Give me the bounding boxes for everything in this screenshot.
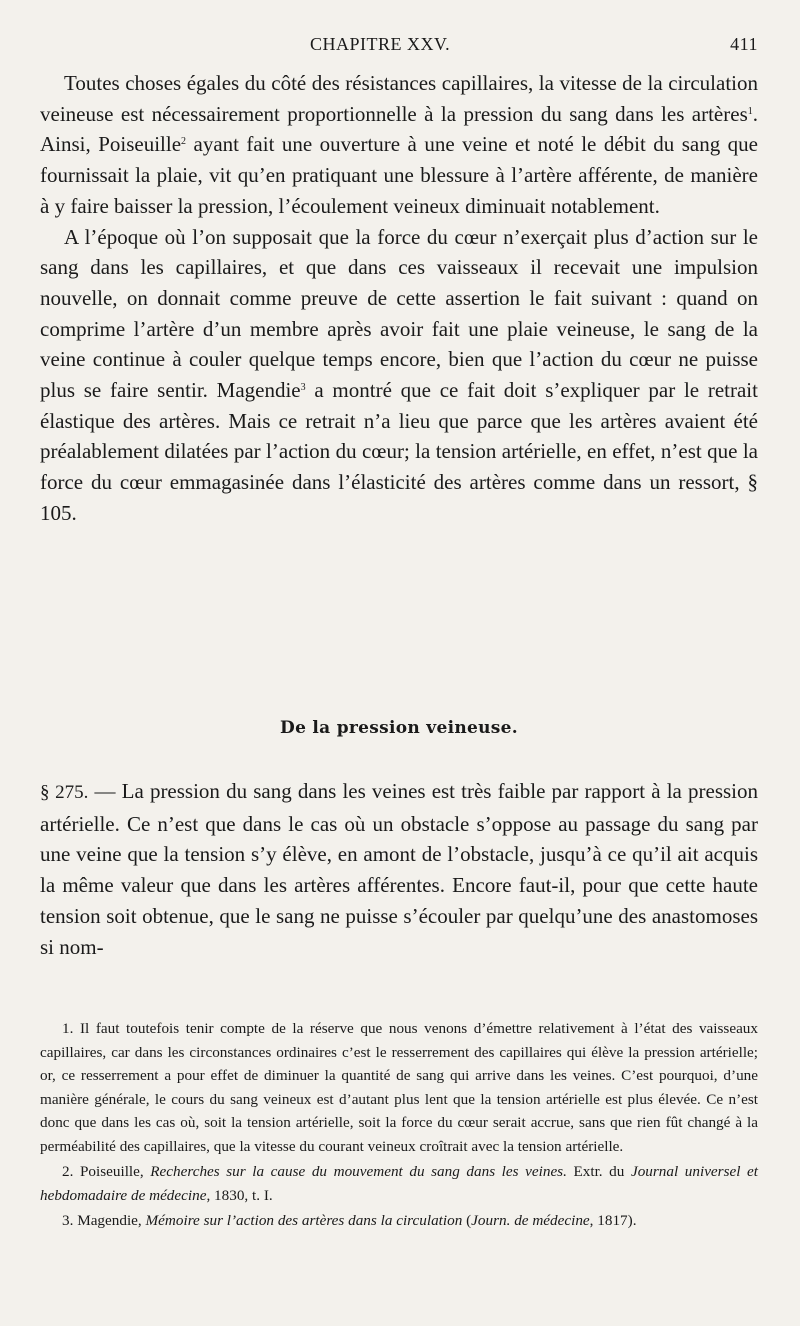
footnote-ref-1: 1 bbox=[747, 105, 753, 117]
running-header bbox=[40, 34, 758, 60]
footnote-3: 3. Magendie, Mémoire sur l’action des artères dans la circulation (Journ. de médecine, 1817). bbox=[62, 1212, 637, 1229]
paragraph-2: A l’époque où l’on supposait que la force du cœur n’exerçait plus d’action sur le sang dans les capillaires, et que dans ces vaisseaux il recevait une impulsion nouvelle, on donnait comme preuve de cette assertion le fait suivant : quand on comprime l’artère d’un membre après avoir fait une plaie veineuse, le sang de la veine continue à couler quelque temps encore, bien que l’action du cœur ne puisse plus se faire sentir. Magendie$^3$ a montré que ce fait doit s’expliquer par le retrait élastique des artères. Mais ce retrait n’a lieu que parce que les artères avaient été préalablement dilatées par l’action du cœur; la tension artérielle, en effet, n’est que la force du cœur emmagasinée dans l’élasticité des artères comme dans un ressort, § 105. bbox=[40, 224, 758, 525]
footnotes bbox=[40, 1017, 758, 1233]
footnote-2-title: Recherches sur la cause du mouvement du sang dans les veines. bbox=[150, 1163, 567, 1180]
footnote-3-journal: Journ. de médecine bbox=[471, 1212, 590, 1229]
body-text bbox=[40, 68, 758, 529]
footnote-1: 1. Il faut toutefois tenir compte de la réserve que nous venons d’émettre relativement à l’état des vaisseaux capillaires, car dans les circonstances ordinaires c’est le resserrement des capillaires qui élève la pression artérielle; or, ce resserrement a pour effet de diminuer la quantité de sang qui arrive dans les veines. C’est pourquoi, d’une manière générale, le cours du sang veineux est d’autant plus lent que la tension artérielle est plus élevée. Ce n’est donc que dans les cas où, soit la tension artérielle, soit la force du cœur serait accrue, sans que rien fût changé à la perméabilité des capillaires, que la vitesse du courant veineux croîtrait avec la tension artérielle. bbox=[40, 1020, 758, 1155]
footnote-2-journal: Journal universel et hebdomadaire de médecine bbox=[40, 1163, 759, 1204]
paragraph-3: § 275. — La pression du sang dans les veines est très faible par rapport à la pression artérielle. Ce n’est que dans le cas où un obstacle s’oppose au passage du sang par une veine que la tension s’y élève, en amont de l’obstacle, jusqu’à ce qu’il ait acquis la même valeur que dans les artères afférentes. Encore faut-il, pour que cette haute tension soit obtenue, que le sang ne puisse s’écouler par quelqu’une des anastomoses si nom- bbox=[40, 779, 759, 959]
section-marker: § 275. bbox=[40, 782, 89, 803]
footnote-3-title: Mémoire sur l’action des artères dans la circulation bbox=[145, 1212, 463, 1229]
section-heading: De la pression veineuse. bbox=[280, 718, 518, 738]
paragraph-1: Toutes choses égales du côté des résistances capillaires, la vitesse de la circulation veineuse est nécessairement proportionnelle à la pression du sang dans les artères$^1$. Ainsi, Poiseuille$^2$ ayant fait une ouverture à une veine et noté le débit du sang que fournissait la plaie, vit qu’en pratiquant une blessure à l’artère afférente, de manière à y faire baisser la pression, l’écoulement veineux diminuait notablement. bbox=[40, 71, 758, 218]
footnote-ref-3: 3 bbox=[300, 382, 306, 394]
footnote-2: 2. Poiseuille, Recherches sur la cause du mouvement du sang dans les veines. Extr. du Journal universel et hebdomadaire de médecine, 1830, t. I. bbox=[40, 1163, 759, 1204]
page-number: 411 bbox=[730, 34, 758, 54]
footnote-ref-2: 2 bbox=[181, 136, 187, 148]
chapter-title: CHAPITRE XXV. bbox=[310, 34, 451, 54]
body-text-section bbox=[40, 776, 758, 962]
